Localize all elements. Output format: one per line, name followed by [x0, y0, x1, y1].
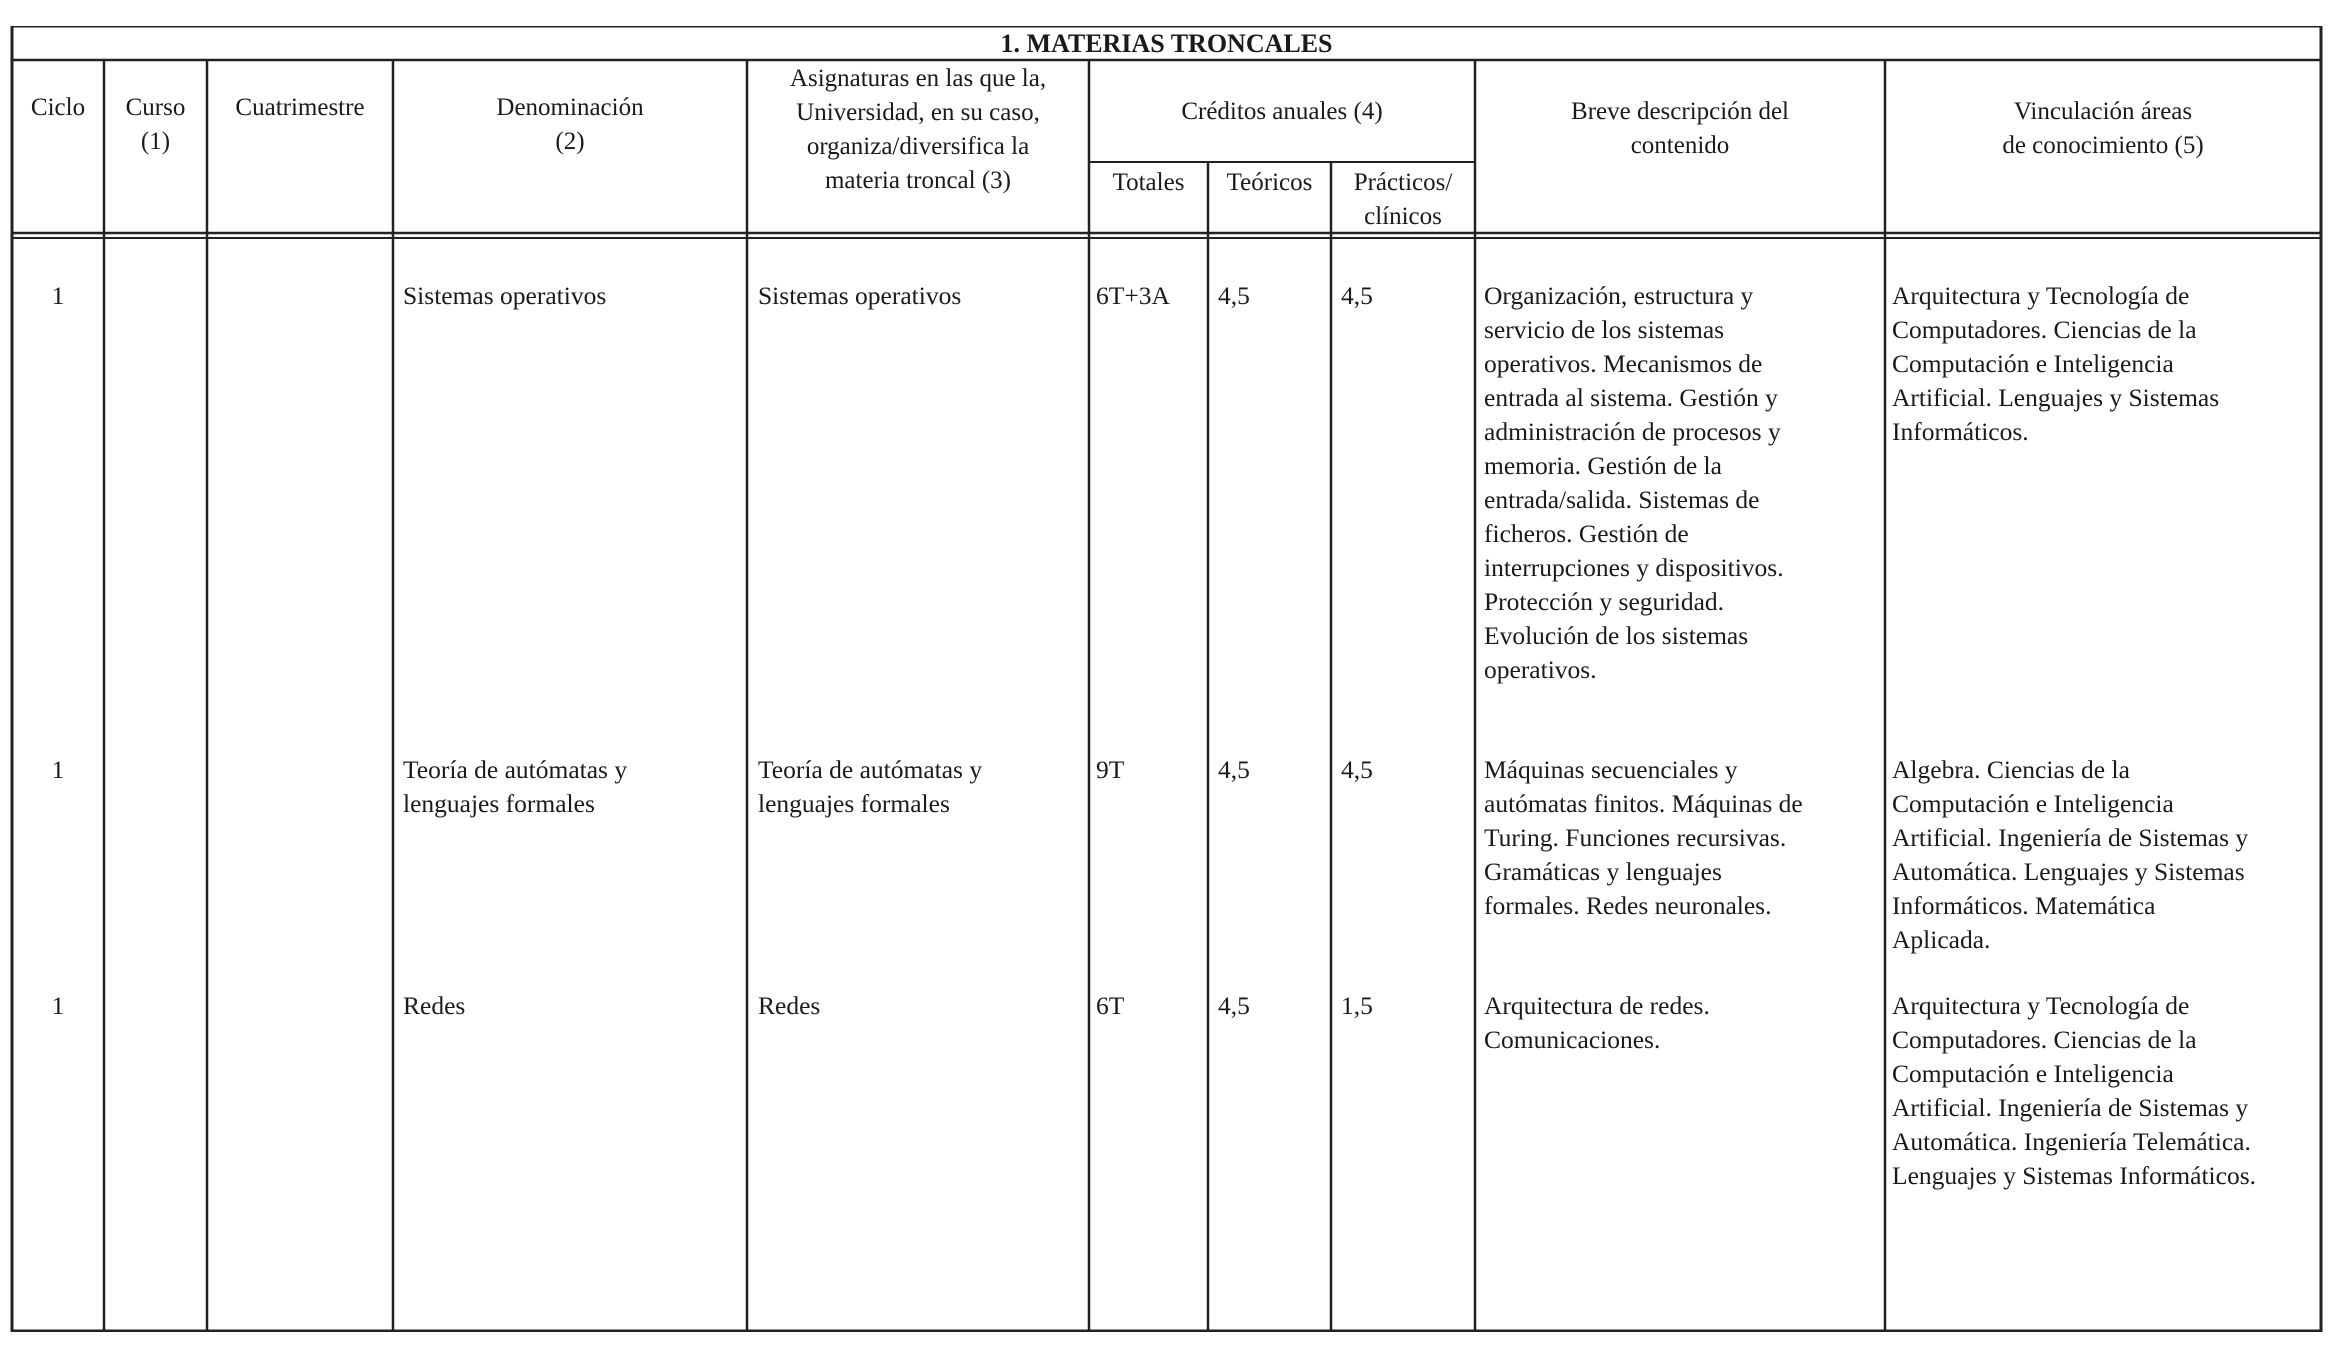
- cell-asignaturas: Sistemas operativos: [758, 281, 962, 310]
- cell-practicos: 4,5: [1341, 281, 1373, 310]
- cell-teoricos: 4,5: [1218, 755, 1250, 784]
- header-curso: Curso (1): [125, 94, 186, 155]
- cell-teoricos: 4,5: [1218, 281, 1250, 310]
- cell-practicos: 1,5: [1341, 991, 1373, 1020]
- cell-vinculacion: Arquitectura y Tecnología de Computadores. Ciencias de la Computación e Inteligencia Artificial. Ingeniería de Sistemas y Automática. Ingeniería Telemática. Lenguajes y Sistemas Informáticos.: [1892, 991, 2256, 1190]
- cell-vinculacion: Algebra. Ciencias de la Computación e Inteligencia Artificial. Ingeniería de Sistemas y Automática. Lenguajes y Sistemas Informáticos. Matemática Aplicada.: [1892, 755, 2249, 954]
- cell-teoricos: 4,5: [1218, 991, 1250, 1020]
- cell-totales: 6T: [1096, 991, 1125, 1020]
- table-title: 1. MATERIAS TRONCALES: [1000, 29, 1333, 58]
- cell-totales: 9T: [1096, 755, 1125, 784]
- header-vinculacion: Vinculación áreas de conocimiento (5): [2002, 98, 2204, 159]
- header-descripcion: Breve descripción del contenido: [1571, 98, 1789, 159]
- header-cuatrimestre: Cuatrimestre: [235, 94, 365, 121]
- materias-troncales-table: [8, 26, 2323, 1332]
- cell-denominacion: Redes: [403, 991, 466, 1020]
- cell-descripcion: Arquitectura de redes. Comunicaciones.: [1484, 991, 1710, 1054]
- header-denominacion: Denominación (2): [496, 94, 644, 155]
- cell-totales: 6T+3A: [1096, 281, 1170, 310]
- header-practicos-clinicos: Prácticos/ clínicos: [1353, 169, 1453, 230]
- header-asignaturas: Asignaturas en las que la, Universidad, en su caso, organiza/diversifica la materia troncal (3): [789, 65, 1047, 194]
- header-teoricos: Teóricos: [1226, 169, 1313, 196]
- cell-denominacion: Sistemas operativos: [403, 281, 607, 310]
- header-creditos-anuales: Créditos anuales (4): [1181, 98, 1383, 125]
- cell-denominacion: Teoría de autómatas y lenguajes formales: [403, 755, 628, 818]
- header-totales: Totales: [1112, 169, 1185, 196]
- cell-asignaturas: Teoría de autómatas y lenguajes formales: [758, 755, 983, 818]
- cell-practicos: 4,5: [1341, 755, 1373, 784]
- cell-ciclo: 1: [51, 755, 65, 784]
- cell-descripcion: Organización, estructura y servicio de los sistemas operativos. Mecanismos de entrada al sistema. Gestión y administración de procesos y memoria. Gestión de la entrada/salida. Sistemas de ficheros. Gestión de interrupciones y dispositivos. Protección y seguridad. Evolución de los sistemas operativos.: [1484, 281, 1784, 684]
- cell-ciclo: 1: [51, 991, 65, 1020]
- cell-asignaturas: Redes: [758, 991, 821, 1020]
- header-ciclo: Ciclo: [30, 94, 86, 121]
- cell-ciclo: 1: [51, 281, 65, 310]
- cell-descripcion: Máquinas secuenciales y autómatas finitos. Máquinas de Turing. Funciones recursivas. Gramáticas y lenguajes formales. Redes neuronales.: [1484, 755, 1803, 920]
- cell-vinculacion: Arquitectura y Tecnología de Computadores. Ciencias de la Computación e Inteligencia Artificial. Lenguajes y Sistemas Informáticos.: [1892, 281, 2220, 446]
